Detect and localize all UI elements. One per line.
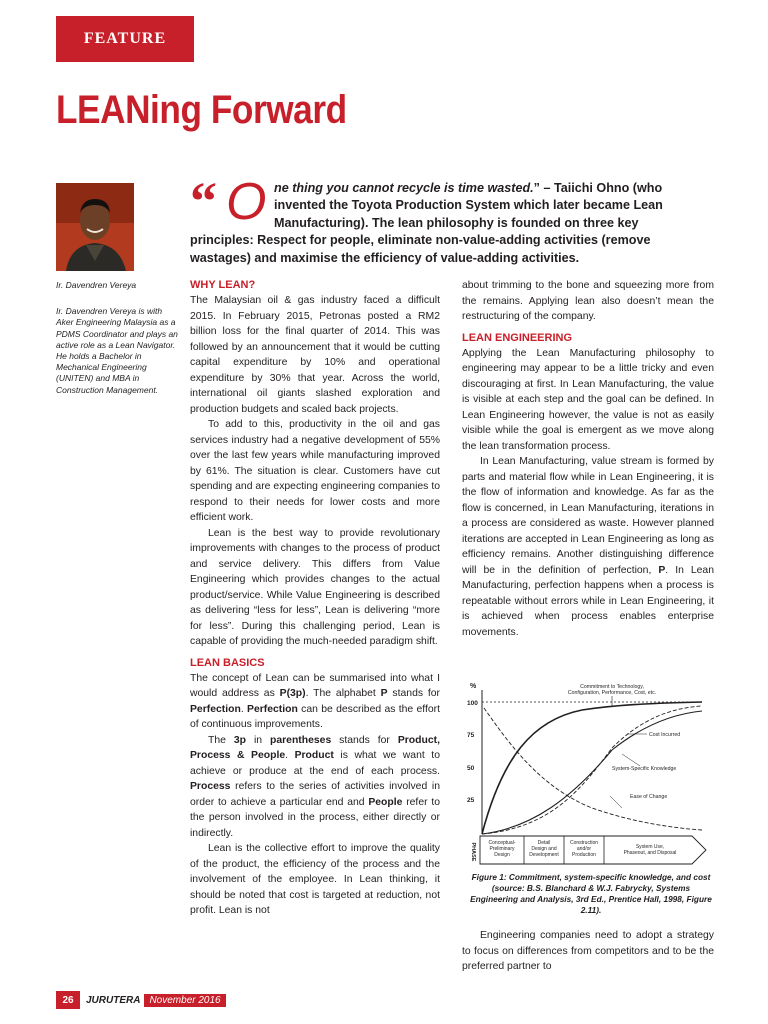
y-tick-50: 50: [467, 765, 475, 772]
svg-text:Preliminary: Preliminary: [489, 846, 515, 852]
svg-text:Production: Production: [572, 852, 596, 858]
ease-of-change-label: Ease of Change: [630, 794, 668, 800]
journal-name: JURUTERA: [86, 994, 141, 1006]
lifecycle-figure: [462, 678, 718, 870]
ease-leader: [610, 796, 622, 808]
paragraph: To add to this, productivity in the oil and gas services industry had a negative development of 55% over the last few years while manufacturing improved by 61%. The situation is clear. Customers have cut spending and are expecting engineering companies to respond to their needs for lower costs and more efficient work.: [190, 419, 440, 523]
svg-text:Phaseout, and Disposal: Phaseout, and Disposal: [623, 850, 677, 856]
svg-text:System Use,: System Use,: [635, 844, 665, 850]
commitment-label-2: Configuration, Performance, Cost, etc.: [567, 690, 657, 696]
quote-initial: O: [226, 173, 267, 231]
knowledge-curve: [482, 711, 702, 834]
svg-text:and/or: and/or: [576, 846, 592, 852]
issue-date: November 2016: [144, 994, 225, 1007]
phase-axis-label: PHASE: [470, 842, 476, 862]
paragraph: The concept of Lean can be summarised into what I would address as P(3p). The alphabet P stands for Perfection. Perfection can be described as the effort of continuous improvements.: [190, 672, 441, 730]
page-number: 26: [56, 991, 80, 1009]
commitment-label-1: Commitment to Technology,: [580, 684, 644, 690]
svg-text:Detail: Detail: [537, 840, 551, 846]
cost-incurred-label: Cost Incurred: [649, 732, 681, 738]
author-bio: Ir. Davendren Vereya is with Aker Engineering Malaysia as a PDMS Coordinator and plays an active role as a Lean Navigator. He holds a Bachelor in Mechanical Engineering (UNITEN) and MBA in Construction Management.: [56, 306, 178, 395]
quote-line-5: wastages) and maximise the efficiency of value-adding activities.: [190, 250, 580, 265]
paragraph: Applying the Lean Manufacturing philosophy to engineering may appear to be a little tricky and even discouraging at first. In Lean Manufacturing, the value is visible at each step and the goal can be defined. In Lean Engineering however, the value is not as easily visible while the goal is emergent as we move along the lean transformation process.: [462, 347, 714, 452]
heading-lean-basics: LEAN BASICS: [190, 656, 265, 669]
paragraph: In Lean Manufacturing, value stream is formed by parts and material flow while in Lean Engineering, it is the flow of information and knowledge. As far as the flow is concerned, in Lean Manufacturing, iterations in a process are considered as waste. However planned iterations are accepted in Lean Engineering as long as efficiency remains. Another distinguishing difference will be in the definition of perfection, P. In Lean Manufacturing, perfection happens when a process is repeatable without errors while in Lean Engineering, it is achieved when process enables enterprise movements.: [462, 456, 714, 638]
svg-text:Design: Design: [494, 852, 510, 858]
quote-line-3: Manufacturing). The lean philosophy is founded on three key: [274, 215, 639, 230]
column-1: [190, 278, 440, 919]
heading-lean-engineering: LEAN ENGINEERING: [462, 331, 573, 344]
heading-why-lean: WHY LEAN?: [190, 279, 256, 291]
svg-text:Conceptual-: Conceptual-: [488, 840, 516, 846]
paragraph: Lean is the best way to provide revolutionary improvements with changes to the process of product and service delivery. This differs from Value Engineering which provides changes to the actual product/service. While Value Engineering is described as delivering “less for less”, Lean is delivering “more for less”. During this challenging period, Lean is capable of providing the much-needed paradigm shift.: [190, 527, 440, 647]
y-tick-75: 75: [467, 732, 475, 739]
quote-mark: “: [190, 171, 217, 231]
y-tick-100: 100: [467, 700, 478, 707]
author-photo: [56, 183, 134, 271]
quote-line-2: invented the Toyota Production System which later became Lean: [274, 198, 663, 213]
svg-text:Construction: Construction: [569, 840, 599, 846]
author-caption: Ir. Davendren Vereya: [56, 280, 137, 290]
quote-line-4: principles: Respect for people, eliminate non-value-adding activities (remove: [190, 233, 651, 248]
paragraph: The Malaysian oil & gas industry faced a difficult 2015. In February 2015, Petronas posted a RM2 billion loss for the final quarter of 2014. This was followed by an announcement that it would be cutting capital expenditure by 10% and operational expenditure by 30% that year. Across the world, international oil giants slashed exploration and production budgets and scaled back projects.: [190, 295, 440, 415]
paragraph: The 3p in parentheses stands for Product, Process & People. Product is what we want to achieve or produce at the end of each process. Process refers to the series of activities involved in order to achieve a particular end and People refer to the person involved in the process, either directly or indirectly.: [190, 734, 440, 839]
footer: [56, 990, 226, 1010]
svg-text:Design and: Design and: [531, 846, 557, 852]
figure-caption: Figure 1: Commitment, system-specific knowledge, and cost (source: B.S. Blanchard & W.J. Fabrycky, Systems Engineering and Analysis, 3rd Ed., Prentice Hall, 1998, Figure 2.11).: [470, 872, 712, 915]
knowledge-label: System-Specific Knowledge: [612, 766, 677, 772]
svg-text:Development: Development: [529, 852, 559, 858]
paragraph: Engineering companies need to adopt a strategy to focus on differences from competitors and to be the preferred partner to: [462, 930, 714, 972]
author-sidebar: [56, 280, 178, 396]
page-title: LEANing Forward: [56, 88, 347, 132]
paragraph: Lean is the collective effort to improve the quality of the product, the efficiency of the process and the involvement of the employee. In Lean thinking, it should be noted that cost is targeted at reduction, not profit. Lean is not: [190, 843, 440, 916]
column-2: [462, 278, 714, 640]
pull-quote: [190, 171, 718, 267]
knowledge-leader: [622, 754, 640, 766]
y-axis-label: %: [470, 683, 477, 690]
section-tab: FEATURE: [56, 16, 194, 62]
quote-lead: ne thing you cannot recycle is time wasted.: [274, 181, 534, 195]
quote-attribution: ” – Taiichi Ohno (who: [533, 181, 663, 195]
y-tick-25: 25: [467, 797, 475, 804]
paragraph: about trimming to the bone and squeezing more from the remains. Applying lean also doesn’t mean the restructuring of the company.: [462, 280, 714, 322]
